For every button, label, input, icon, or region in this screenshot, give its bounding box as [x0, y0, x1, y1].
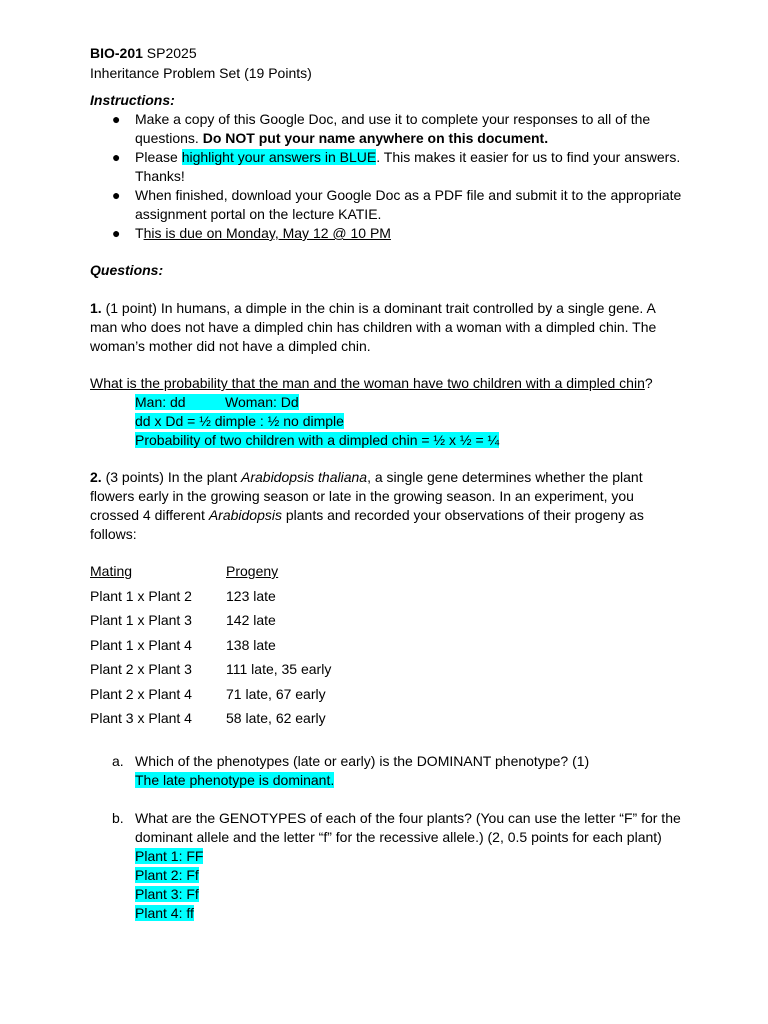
table-row-mating: Plant 2 x Plant 3 — [90, 661, 192, 677]
q2-line-3 — [90, 506, 644, 525]
instruction-2-line-2: Thanks! — [135, 168, 185, 184]
q2a-answer-text: The late phenotype is dominant. — [135, 772, 335, 788]
q2b-label: b. — [112, 810, 124, 826]
bullet-1-icon: ● — [112, 111, 121, 127]
instruction-1-line-1: Make a copy of this Google Doc, and use it to complete your responses to all of the — [135, 111, 651, 127]
table-row-progeny: 123 late — [226, 588, 276, 604]
q2b-answer-text: Plant 3: Ff — [135, 886, 199, 902]
instruction-4-line-1 — [135, 224, 391, 243]
q2-text-1c: , a single gene determines whether the plant — [367, 469, 643, 485]
table-row-progeny: 58 late, 62 early — [226, 710, 326, 726]
instruction-1-text: questions. — [135, 130, 203, 146]
q2b-answer-text: Plant 2: Ff — [135, 867, 199, 883]
q2b-answer-plant-4 — [135, 904, 194, 923]
q1-answer-man: Man: dd — [135, 394, 186, 410]
due-date: his is due on Monday, May 12 @ 10 PM — [143, 225, 391, 241]
table-row-mating: Plant 1 x Plant 2 — [90, 588, 192, 604]
term: SP2025 — [142, 45, 197, 61]
table-row-mating: Plant 3 x Plant 4 — [90, 710, 192, 726]
q1-line-2: man who does not have a dimpled chin has children with a woman with a dimpled chin. The — [90, 319, 657, 335]
instruction-2-text-a: Please — [135, 149, 182, 165]
q2-line-4: follows: — [90, 526, 137, 542]
bullet-3-icon: ● — [112, 187, 121, 203]
q1-line-3: woman’s mother did not have a dimpled chin. — [90, 338, 371, 354]
instruction-4-text-a: T — [135, 225, 144, 241]
instruction-3-line-1: When finished, download your Google Doc as a PDF file and submit it to the appropriate — [135, 187, 682, 203]
q2-line-1 — [90, 468, 643, 487]
q2a-answer — [135, 771, 334, 790]
q1-line-1 — [90, 299, 656, 318]
q2b-answer-plant-3 — [135, 885, 199, 904]
q2b-question-line-1: What are the GENOTYPES of each of the four plants? (You can use the letter “F” for the — [135, 810, 681, 826]
q2b-answer-text: Plant 4: ff — [135, 905, 194, 921]
table-header-mating: Mating — [90, 563, 133, 579]
q2b-question-line-2: dominant allele and the letter “f” for the recessive allele.) (2, 0.5 points for each plant) — [135, 829, 662, 845]
q1-answer-line-2 — [135, 412, 344, 431]
table-row-mating: Plant 1 x Plant 4 — [90, 637, 192, 653]
q2a-label: a. — [112, 753, 124, 769]
q1-answer-probability: Probability of two children with a dimpled chin = ½ x ½ = ¼ — [135, 432, 500, 448]
instruction-2-line-1 — [135, 148, 680, 167]
q2-number: 2. — [90, 469, 102, 485]
instruction-3-line-2: assignment portal on the lecture KATIE. — [135, 206, 382, 222]
q2-species-name: Arabidopsis thaliana — [241, 469, 368, 485]
q1-answer-cross: dd x Dd = ½ dimple : ½ no dimple — [135, 413, 344, 429]
table-header-progeny: Progeny — [226, 563, 279, 579]
q1-answer-line-1 — [135, 393, 299, 412]
bullet-2-icon: ● — [112, 149, 121, 165]
q2-text-3c: plants and recorded your observations of their progeny as — [281, 507, 644, 523]
instruction-1-bold: Do NOT put your name anywhere on this document. — [202, 130, 549, 146]
q1-question-text: What is the probability that the man and the woman have two children with a dimpled chin — [90, 375, 645, 391]
q1-question-mark: ? — [644, 375, 653, 391]
q2b-answer-plant-1 — [135, 847, 203, 866]
q2a-question: Which of the phenotypes (late or early) is the DOMINANT phenotype? (1) — [135, 753, 590, 769]
q1-answer-woman: Woman: Dd — [225, 394, 299, 410]
course-code: BIO-201 — [90, 45, 143, 61]
header-line — [90, 44, 197, 63]
table-row-mating: Plant 1 x Plant 3 — [90, 612, 192, 628]
instruction-1-line-2 — [135, 129, 548, 148]
instruction-2-highlight: highlight your answers in BLUE — [181, 149, 377, 165]
q2-text-3a: crossed 4 different — [90, 507, 209, 523]
table-row-mating: Plant 2 x Plant 4 — [90, 686, 192, 702]
q1-number: 1. — [90, 300, 102, 316]
q1-answer-highlight-1 — [135, 394, 299, 410]
bullet-4-icon: ● — [112, 225, 121, 241]
q2b-answer-text: Plant 1: FF — [135, 848, 204, 864]
questions-heading: Questions: — [90, 262, 164, 278]
q2-line-2: flowers early in the growing season or late in the growing season. In an experiment, you — [90, 488, 634, 504]
instructions-heading: Instructions: — [90, 92, 175, 108]
q2b-answer-plant-2 — [135, 866, 199, 885]
q2-genus-name: Arabidopsis — [208, 507, 282, 523]
q2-text-1a: (3 points) In the plant — [101, 469, 241, 485]
subtitle: Inheritance Problem Set (19 Points) — [90, 65, 312, 81]
q1-answer-line-3 — [135, 431, 499, 450]
q1-text-1: (1 point) In humans, a dimple in the chin is a dominant trait controlled by a single gene. A — [101, 300, 656, 316]
table-row-progeny: 111 late, 35 early — [226, 661, 332, 677]
table-row-progeny: 138 late — [226, 637, 276, 653]
instruction-2-text-c: . This makes it easier for us to find your answers. — [376, 149, 681, 165]
table-row-progeny: 71 late, 67 early — [226, 686, 326, 702]
q1-question — [90, 374, 653, 393]
table-row-progeny: 142 late — [226, 612, 276, 628]
